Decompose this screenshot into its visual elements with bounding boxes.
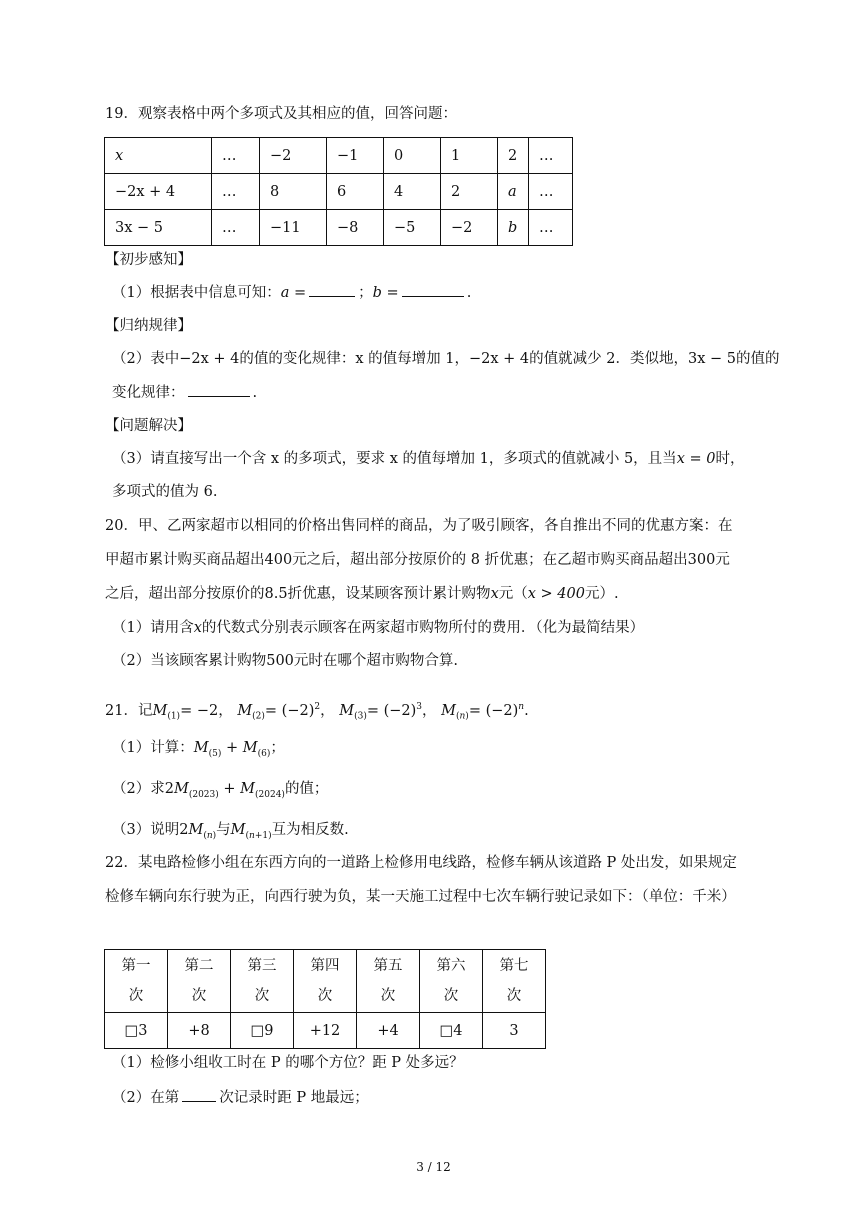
table-cell: b: [498, 210, 529, 246]
table-cell: 3x − 5: [105, 210, 212, 246]
q20-part1: [112, 618, 644, 638]
q19-part3-line1: [112, 449, 744, 469]
text: 元之后，超出部分按原价的 8 折优惠；在乙超市购买商品超出: [292, 552, 688, 568]
q20-line1: 20．甲、乙两家超市以相同的价格出售同样的商品，为了吸引顾客，各自推出不同的优惠方案：在: [105, 518, 733, 534]
table-cell: −2x + 4: [105, 174, 212, 210]
math-x: x: [193, 620, 202, 636]
text: 元: [715, 552, 730, 568]
text: 与: [216, 822, 231, 838]
q21-part1: （1）计算：$M_{(5)} + M_{(6)}$；: [112, 740, 285, 759]
table-cell: +8: [168, 1013, 231, 1049]
text: （1）根据表中信息可知：: [112, 285, 281, 301]
math-expression: −2x + 4: [179, 351, 240, 367]
text: 变化规律：: [112, 385, 185, 401]
q19-part3-line2: 多项式的值为 6.: [112, 484, 218, 500]
table-cell: −8: [327, 210, 384, 246]
section-heading: 【初步感知】: [105, 252, 192, 268]
table-header: 第七 次: [483, 950, 546, 1013]
q22-record-table: [104, 949, 546, 1049]
answer-blank: [309, 282, 355, 297]
text: 折优惠，设某顾客预计累计购物: [287, 586, 491, 602]
table-header: 第五 次: [357, 950, 420, 1013]
answer-blank: [182, 1087, 216, 1102]
q22-part2: [112, 1087, 369, 1108]
table-row: [105, 950, 546, 1013]
math-expression: x = 0: [676, 451, 716, 467]
table-row: [105, 210, 573, 246]
text: 的值的: [736, 351, 780, 367]
q22-line1: 22．某电路检修小组在东西方向的一道路上检修用电线路，检修车辆从该道路 P 处出发，如果规定: [105, 855, 737, 871]
page-number: 3 / 12: [416, 1160, 451, 1174]
table-cell: …: [529, 210, 573, 246]
table-cell: 0: [384, 138, 441, 174]
text: 的值的变化规律：x 的值每增加 1，: [239, 351, 470, 367]
number: 400: [264, 552, 293, 568]
number: 300: [687, 552, 716, 568]
table-cell: −5: [384, 210, 441, 246]
math-expression: −2x + 4: [469, 351, 530, 367]
text: 的值就减少 2．类似地，: [529, 351, 689, 367]
math-expression: 3x − 5: [688, 351, 737, 367]
text: 元）.: [584, 586, 619, 602]
math-expression: = (−2): [366, 702, 417, 719]
section-heading: 【问题解决】: [105, 418, 192, 434]
q21-part3: （3）说明$2M_{(n)}$与$M_{(n+1)}$互为相反数.: [112, 822, 349, 841]
table-header: 第三 次: [231, 950, 294, 1013]
text: 互为相反数.: [271, 822, 349, 838]
table-cell: −2: [441, 210, 498, 246]
text: （2）在第: [112, 1090, 180, 1106]
text: 的代数式分别表示顾客在两家超市购物所付的费用．（化为最简结果）: [201, 620, 645, 636]
table-header: 第六 次: [420, 950, 483, 1013]
table-cell: …: [212, 210, 260, 246]
table-cell: …: [212, 174, 260, 210]
text: （3）请直接写出一个含 x 的多项式，要求 x 的值每增加 1，多项式的值就减小 5，且当: [112, 451, 677, 467]
text: （2）求: [112, 781, 165, 797]
text: ；: [358, 285, 373, 301]
table-cell: 8: [260, 174, 327, 210]
table-header: 第一 次: [105, 950, 168, 1013]
table-cell: 2: [441, 174, 498, 210]
table-cell: …: [212, 138, 260, 174]
text: 之后，超出部分按原价的: [105, 586, 265, 602]
q20-part2: [112, 651, 458, 671]
table-cell: □4: [420, 1013, 483, 1049]
table-cell: 1: [441, 138, 498, 174]
table-cell: □3: [105, 1013, 168, 1049]
section-heading: 【归纳规律】: [105, 318, 192, 334]
text: .: [252, 385, 258, 401]
q20-line3: [105, 584, 619, 604]
table-header: 第二 次: [168, 950, 231, 1013]
text: 甲超市累计购买商品超出: [105, 552, 265, 568]
table-cell: a: [498, 174, 529, 210]
text: （2）表中: [112, 351, 180, 367]
table-row: [105, 1013, 546, 1049]
q19-part2-line1: [112, 349, 780, 369]
q22-part1: （1）检修小组收工时在 P 的哪个方位？距 P 处多远？: [112, 1055, 464, 1071]
table-cell: −11: [260, 210, 327, 246]
text: （1）请用含: [112, 620, 194, 636]
number: 500: [266, 653, 294, 669]
table-cell: +4: [357, 1013, 420, 1049]
text: 次记录时距 P 地最远；: [219, 1090, 369, 1106]
table-cell: −2: [260, 138, 327, 174]
math-b: b =: [372, 285, 399, 301]
text: 21．记: [105, 702, 153, 719]
text: .: [466, 285, 472, 301]
math-a: a =: [280, 285, 307, 301]
math-expression: x > 400: [527, 586, 585, 602]
q22-line2: 检修车辆向东行驶为正，向西行驶为负，某一天施工过程中七次车辆行驶记录如下：（单位：千米）: [105, 889, 736, 905]
table-cell: 6: [327, 174, 384, 210]
q21-intro: 21．记$M_{(1)}= -2$， $M_{(2)}= (-2)^2$， $M_{(3)}= (-2)^3$， $M_{(n)}= (-2)^n$.: [105, 702, 529, 722]
number: 8.5: [264, 586, 288, 602]
text: （3）说明: [112, 822, 180, 838]
q20-line2: [105, 550, 730, 570]
text: 元时在哪个超市购物合算.: [293, 653, 459, 669]
text: 时，: [715, 451, 745, 467]
math-expression: = (−2): [264, 702, 315, 719]
table-cell: …: [529, 138, 573, 174]
text: 元（: [498, 586, 528, 602]
table-cell: x: [105, 138, 212, 174]
text: 的值；: [284, 781, 329, 797]
table-cell: 2: [498, 138, 529, 174]
table-cell: −1: [327, 138, 384, 174]
table-cell: …: [529, 174, 573, 210]
q19-part2-line2: [112, 382, 257, 403]
answer-blank: [402, 282, 464, 297]
table-row: [105, 138, 573, 174]
math-expression: = (−2): [468, 702, 519, 719]
q19-intro: 19．观察表格中两个多项式及其相应的值，回答问题：: [105, 106, 457, 122]
table-cell: 4: [384, 174, 441, 210]
text: （1）计算：: [112, 740, 194, 756]
q21-part2: （2）求$2M_{(2023)} + M_{(2024)}$的值；: [112, 781, 329, 800]
answer-blank: [188, 382, 250, 397]
math-x: x: [490, 586, 499, 602]
table-header: 第四 次: [294, 950, 357, 1013]
math-expression: = −2: [180, 702, 219, 719]
q19-part1: [112, 282, 471, 303]
text: （2）当该顾客累计购物: [112, 653, 267, 669]
table-row: [105, 174, 573, 210]
table-cell: □9: [231, 1013, 294, 1049]
table-cell: 3: [483, 1013, 546, 1049]
q19-value-table: [104, 137, 573, 246]
table-cell: +12: [294, 1013, 357, 1049]
